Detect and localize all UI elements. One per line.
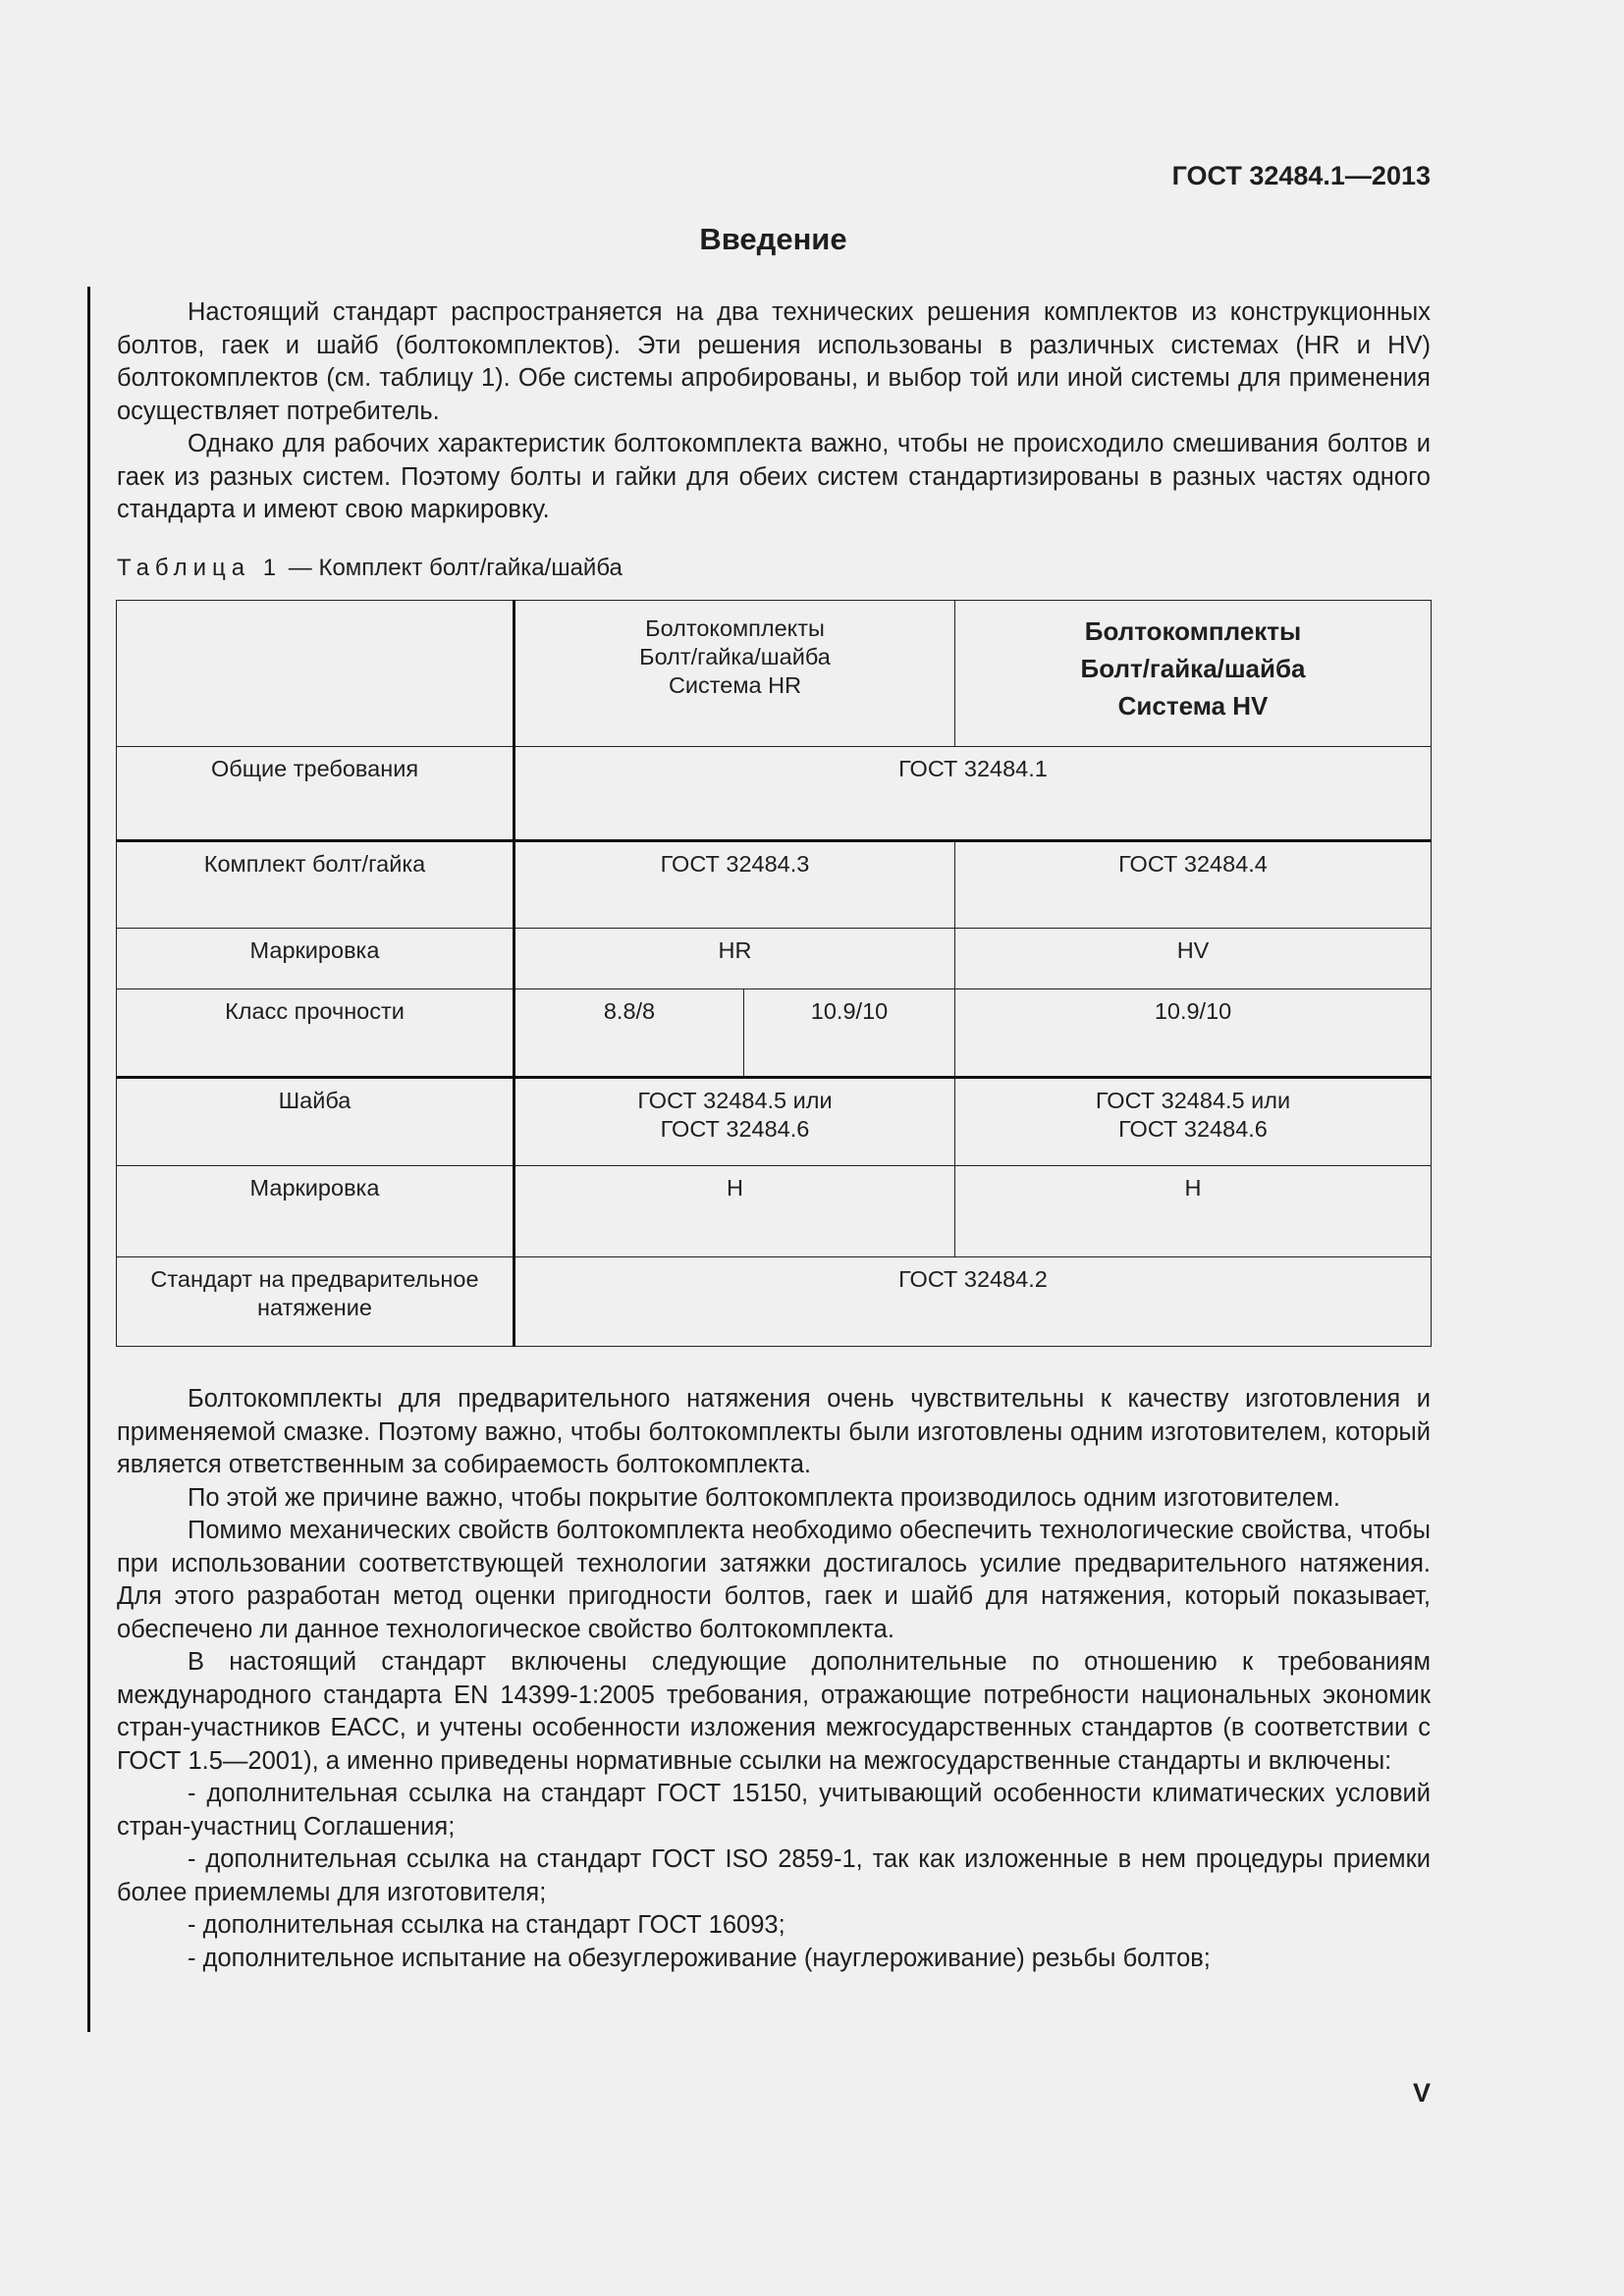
row-label: Шайба xyxy=(117,1078,514,1166)
intro-section xyxy=(117,296,1431,527)
table-caption-number: Таблица 1 xyxy=(117,555,283,581)
row-label: Класс прочности xyxy=(117,989,514,1078)
list-item: - дополнительная ссылка на стандарт ГОСТ 16093; xyxy=(188,1911,785,1939)
table-caption xyxy=(117,555,623,582)
intro-paragraph-1: Настоящий стандарт распространяется на два технических решения комплектов из конструкционных болтов, гаек и шайб (болтокомплектов). Эти решения использованы в различных системах (HR и HV) болтокомплектов (см. таблицу 1). Обе системы апробированы, и выбор той или иной системы для применения осуществляет потребитель. xyxy=(117,298,1431,425)
list-item: - дополнительная ссылка на стандарт ГОСТ 15150, учитывающий особенности климатических условий стран-участниц Соглашения; xyxy=(117,1780,1431,1841)
table-row xyxy=(117,1166,1432,1257)
hv-head-line: Болтокомплекты xyxy=(1084,616,1302,646)
cell-value: ГОСТ 32484.2 xyxy=(514,1257,1432,1347)
table-caption-title: — Комплект болт/гайка/шайба xyxy=(282,555,623,581)
list-item: - дополнительная ссылка на стандарт ГОСТ ISO 2859-1, так как изложенные в нем процедуры приемки более приемлемы для изготовителя; xyxy=(117,1845,1431,1906)
row-label xyxy=(117,1257,514,1347)
list-item: - дополнительное испытание на обезуглероживание (науглероживание) резьбы болтов; xyxy=(188,1944,1211,1972)
hr-head-line: Болт/гайка/шайба xyxy=(639,644,831,669)
cell-value: 10.9/10 xyxy=(955,989,1432,1078)
label-line: натяжение xyxy=(257,1295,372,1320)
cell-value: H xyxy=(514,1166,955,1257)
row-label: Маркировка xyxy=(117,929,514,989)
table-row xyxy=(117,929,1432,989)
row-label: Комплект болт/гайка xyxy=(117,841,514,929)
cell-value: HV xyxy=(955,929,1432,989)
hv-head-line: Система HV xyxy=(1117,691,1269,721)
cell-value: ГОСТ 32484.4 xyxy=(955,841,1432,929)
cell-value: H xyxy=(955,1166,1432,1257)
table-row xyxy=(117,747,1432,841)
hv-head-line: Болт/гайка/шайба xyxy=(1080,654,1306,683)
intro-paragraph-2: Однако для рабочих характеристик болтокомплекта важно, чтобы не происходило смешивания болтов и гаек из разных систем. Поэтому болты и гайки для обеих систем стандартизированы в разных частях одного стандарта и имеют свою маркировку. xyxy=(117,430,1431,523)
body-section xyxy=(117,1383,1431,1975)
body-paragraph-4: В настоящий стандарт включены следующие дополнительные по отношению к требованиям международного стандарта EN 14399-1:2005 требования, отражающие потребности национальных экономик стран-участников ЕАСС, и учтены особенности изложения межгосударственных стандартов (в соответствии с ГОСТ 1.5—2001), а именно приведены нормативные ссылки на межгосударственные стандарты и включены: xyxy=(117,1648,1431,1775)
page-number: V xyxy=(1412,2078,1431,2108)
table-header-row xyxy=(117,601,1432,747)
cell-line: ГОСТ 32484.6 xyxy=(660,1116,810,1142)
page-title: Введение xyxy=(699,222,847,256)
hr-head-line: Система HR xyxy=(668,672,802,698)
cell-line: ГОСТ 32484.6 xyxy=(1118,1116,1268,1142)
body-paragraph-3: Помимо механических свойств болтокомплекта необходимо обеспечить технологические свойства, чтобы при использовании соответствующей технологии затяжки достигалось усилие предварительного натяжения. Для этого разработан метод оценки пригодности болтов, гаек и шайб для натяжения, который показывает, обеспечено ли данное технологическое свойство болтокомплекта. xyxy=(117,1517,1431,1643)
cell-value xyxy=(514,1078,955,1166)
cell-line: ГОСТ 32484.5 или xyxy=(1095,1088,1291,1113)
cell-value: ГОСТ 32484.3 xyxy=(514,841,955,929)
body-paragraph-1: Болтокомплекты для предварительного натяжения очень чувствительны к качеству изготовления и применяемой смазке. Поэтому важно, чтобы болтокомплекты были изготовлены одним изготовителем, который является ответственным за собираемость болтокомплекта. xyxy=(117,1385,1431,1478)
cell-value: 8.8/8 xyxy=(514,989,744,1078)
header-hv-cell xyxy=(955,601,1432,747)
header-hr-cell xyxy=(514,601,955,747)
hr-head-line: Болтокомплекты xyxy=(645,615,825,641)
table-row xyxy=(117,989,1432,1078)
body-paragraph-2: По этой же причине важно, чтобы покрытие болтокомплекта производилось одним изготовителем. xyxy=(188,1483,1340,1512)
cell-value: ГОСТ 32484.1 xyxy=(514,747,1432,841)
revision-bar xyxy=(87,287,90,2032)
row-label: Общие требования xyxy=(117,747,514,841)
header-empty-cell xyxy=(117,601,514,747)
cell-line: ГОСТ 32484.5 или xyxy=(637,1088,833,1113)
table-row xyxy=(117,841,1432,929)
cell-value xyxy=(955,1078,1432,1166)
row-label: Маркировка xyxy=(117,1166,514,1257)
standard-code: ГОСТ 32484.1—2013 xyxy=(1171,161,1431,190)
cell-value: 10.9/10 xyxy=(744,989,955,1078)
table-row xyxy=(117,1257,1432,1347)
bolt-set-table xyxy=(116,600,1432,1347)
label-line: Стандарт на предварительное xyxy=(150,1266,479,1292)
table-row xyxy=(117,1078,1432,1166)
cell-value: HR xyxy=(514,929,955,989)
